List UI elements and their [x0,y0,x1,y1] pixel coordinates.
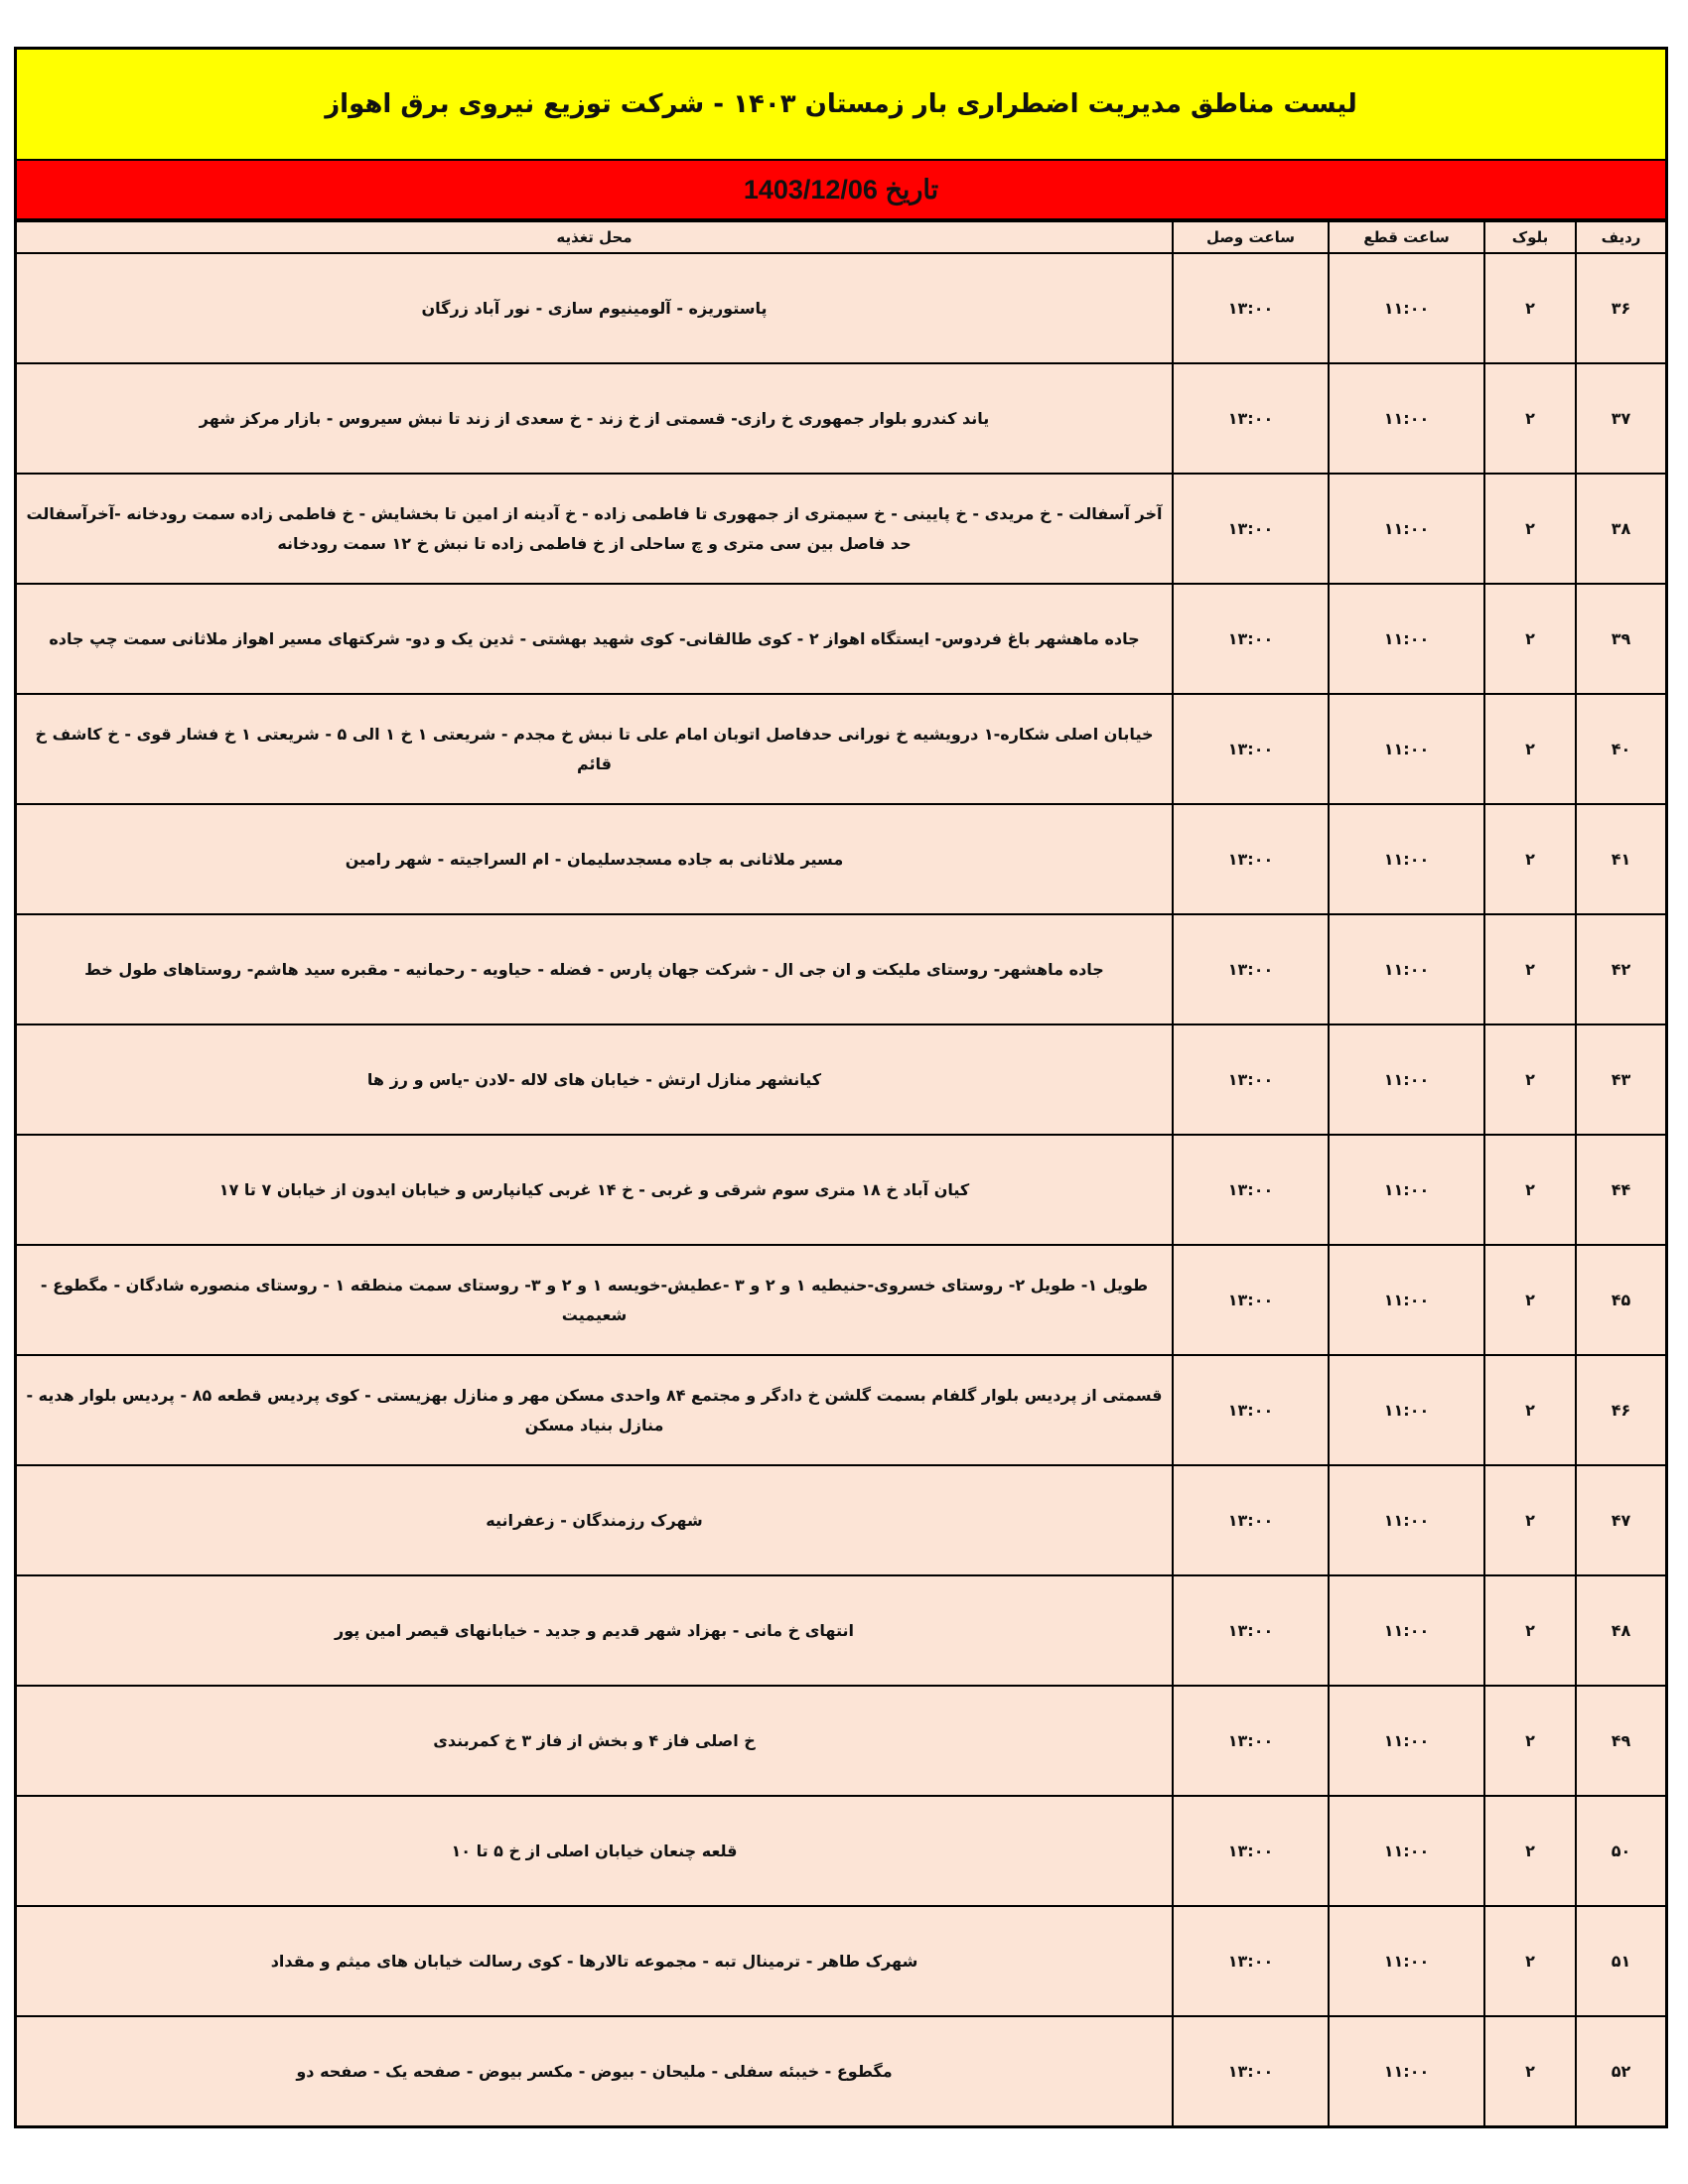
cell-connect-time: ۱۳:۰۰ [1173,1686,1329,1796]
schedule-date: تاریخ 1403/12/06 [743,174,939,205]
table-row [17,1465,1665,1575]
cell-location: جاده ماهشهر- روستای ملیکت و ان جی ال - شرکت جهان پارس - فضله - حیاویه - رحمانیه - مقبره سید هاشم- روستاهای طول خط [17,914,1173,1024]
cell-row-number: ۳۷ [1576,363,1665,474]
cell-row-number: ۴۹ [1576,1686,1665,1796]
title-banner [17,50,1665,161]
table-body [17,253,1665,2125]
cell-location: مسیر ملاثانی به جاده مسجدسلیمان - ام السراجیته - شهر رامین [17,804,1173,914]
table-row [17,584,1665,694]
cell-connect-time: ۱۳:۰۰ [1173,1575,1329,1686]
cell-location: یاند کندرو بلوار جمهوری خ رازی- قسمتی از خ زند - خ سعدی از زند تا نبش سیروس - بازار مرکز شهر [17,363,1173,474]
column-header-connect-time: ساعت وصل [1173,221,1329,253]
cell-row-number: ۴۲ [1576,914,1665,1024]
cell-cut-time: ۱۱:۰۰ [1329,914,1484,1024]
cell-row-number: ۴۵ [1576,1245,1665,1355]
cell-cut-time: ۱۱:۰۰ [1329,1796,1484,1906]
cell-block: ۲ [1484,253,1576,363]
cell-cut-time: ۱۱:۰۰ [1329,1686,1484,1796]
cell-row-number: ۴۳ [1576,1024,1665,1135]
cell-block: ۲ [1484,1135,1576,1245]
cell-connect-time: ۱۳:۰۰ [1173,1355,1329,1465]
cell-cut-time: ۱۱:۰۰ [1329,474,1484,584]
cell-block: ۲ [1484,2016,1576,2125]
cell-connect-time: ۱۳:۰۰ [1173,1465,1329,1575]
cell-cut-time: ۱۱:۰۰ [1329,2016,1484,2125]
table-row [17,1024,1665,1135]
cell-cut-time: ۱۱:۰۰ [1329,1355,1484,1465]
cell-connect-time: ۱۳:۰۰ [1173,914,1329,1024]
cell-connect-time: ۱۳:۰۰ [1173,253,1329,363]
table-row [17,914,1665,1024]
cell-block: ۲ [1484,1355,1576,1465]
cell-connect-time: ۱۳:۰۰ [1173,1796,1329,1906]
cell-cut-time: ۱۱:۰۰ [1329,363,1484,474]
cell-block: ۲ [1484,914,1576,1024]
column-header-row-number: ردیف [1576,221,1665,253]
cell-connect-time: ۱۳:۰۰ [1173,1906,1329,2016]
cell-block: ۲ [1484,1465,1576,1575]
cell-row-number: ۴۴ [1576,1135,1665,1245]
cell-location: قسمتی از پردیس بلوار گلفام بسمت گلشن خ دادگر و مجتمع ۸۴ واحدی مسکن مهر و منازل بهزیستی - کوی پردیس قطعه ۸۵ - پردیس بلوار هدیه - منازل بنیاد مسکن [17,1355,1173,1465]
cell-location: کیان آباد خ ۱۸ متری سوم شرقی و غربی - خ ۱۴ غربی کیانپارس و خیابان ایدون از خیابان ۷ تا ۱۷ [17,1135,1173,1245]
cell-connect-time: ۱۳:۰۰ [1173,2016,1329,2125]
cell-row-number: ۵۱ [1576,1906,1665,2016]
cell-connect-time: ۱۳:۰۰ [1173,474,1329,584]
cell-block: ۲ [1484,1796,1576,1906]
cell-location: کیانشهر منازل ارتش - خیابان های لاله -لادن -یاس و رز ها [17,1024,1173,1135]
table-header-row [17,221,1665,253]
table-row [17,1796,1665,1906]
cell-cut-time: ۱۱:۰۰ [1329,1575,1484,1686]
cell-connect-time: ۱۳:۰۰ [1173,1135,1329,1245]
table-row [17,1355,1665,1465]
date-banner [17,161,1665,220]
cell-row-number: ۴۷ [1576,1465,1665,1575]
cell-block: ۲ [1484,1245,1576,1355]
cell-connect-time: ۱۳:۰۰ [1173,584,1329,694]
column-header-cut-time: ساعت قطع [1329,221,1484,253]
cell-location: طویل ۱- طویل ۲- روستای خسروی-حنیطیه ۱ و ۲ و ۳ -عطیش-خویسه ۱ و ۲ و ۳- روستای سمت منطقه ۱ - روستای منصوره شادگان - مگطوع - شعیمیت [17,1245,1173,1355]
cell-cut-time: ۱۱:۰۰ [1329,1135,1484,1245]
cell-location: انتهای خ مانی - بهزاد شهر قدیم و جدید - خیابانهای قیصر امین پور [17,1575,1173,1686]
page-title: لیست مناطق مدیریت اضطراری بار زمستان ۱۴۰۳ - شرکت توزیع نیروی برق اهواز [325,89,1357,119]
table-row [17,1135,1665,1245]
column-header-block: بلوک [1484,221,1576,253]
table-row [17,804,1665,914]
cell-location: شهرک طاهر - ترمینال تبه - مجموعه تالارها - کوی رسالت خیابان های میثم و مقداد [17,1906,1173,2016]
cell-block: ۲ [1484,694,1576,804]
cell-block: ۲ [1484,1024,1576,1135]
cell-row-number: ۴۸ [1576,1575,1665,1686]
outage-table [17,220,1665,2125]
cell-connect-time: ۱۳:۰۰ [1173,694,1329,804]
cell-block: ۲ [1484,1575,1576,1686]
cell-location: شهرک رزمندگان - زعفرانیه [17,1465,1173,1575]
cell-location: آخر آسفالت - خ مریدی - خ پایینی - خ سیمتری از جمهوری تا فاطمی زاده - خ آدینه از امین تا بخشایش - خ فاطمی زاده سمت رودخانه -آخرآسفالت حد فاصل بین سی متری و چ ساحلی از خ فاطمی زاده تا نبش خ ۱۲ سمت رودخانه [17,474,1173,584]
cell-block: ۲ [1484,1906,1576,2016]
cell-row-number: ۴۰ [1576,694,1665,804]
cell-block: ۲ [1484,584,1576,694]
cell-block: ۲ [1484,363,1576,474]
cell-row-number: ۵۲ [1576,2016,1665,2125]
table-row [17,1906,1665,2016]
cell-block: ۲ [1484,1686,1576,1796]
table-row [17,694,1665,804]
cell-location: مگطوع - خیبئه سفلی - ملیحان - بیوض - مکسر بیوض - صفحه یک - صفحه دو [17,2016,1173,2125]
outage-schedule-sheet [14,47,1668,2128]
table-row [17,1686,1665,1796]
cell-cut-time: ۱۱:۰۰ [1329,1245,1484,1355]
cell-row-number: ۴۱ [1576,804,1665,914]
table-row [17,474,1665,584]
table-row [17,363,1665,474]
cell-cut-time: ۱۱:۰۰ [1329,1465,1484,1575]
table-row [17,2016,1665,2125]
cell-cut-time: ۱۱:۰۰ [1329,584,1484,694]
cell-connect-time: ۱۳:۰۰ [1173,804,1329,914]
cell-row-number: ۳۶ [1576,253,1665,363]
table-row [17,253,1665,363]
cell-row-number: ۴۶ [1576,1355,1665,1465]
cell-row-number: ۳۸ [1576,474,1665,584]
column-header-location: محل تغذیه [17,221,1173,253]
cell-location: جاده ماهشهر باغ فردوس- ایستگاه اهواز ۲ - کوی طالقانی- کوی شهید بهشتی - ثدین یک و دو- شرکتهای مسیر اهواز ملاثانی سمت چپ جاده [17,584,1173,694]
cell-row-number: ۳۹ [1576,584,1665,694]
cell-connect-time: ۱۳:۰۰ [1173,1024,1329,1135]
cell-cut-time: ۱۱:۰۰ [1329,804,1484,914]
cell-row-number: ۵۰ [1576,1796,1665,1906]
cell-location: پاستوریزه - آلومینیوم سازی - نور آباد زرگان [17,253,1173,363]
cell-block: ۲ [1484,804,1576,914]
cell-block: ۲ [1484,474,1576,584]
cell-location: خ اصلی فاز ۴ و بخش از فاز ۳ خ کمربندی [17,1686,1173,1796]
cell-cut-time: ۱۱:۰۰ [1329,694,1484,804]
table-row [17,1245,1665,1355]
cell-cut-time: ۱۱:۰۰ [1329,253,1484,363]
cell-cut-time: ۱۱:۰۰ [1329,1024,1484,1135]
cell-connect-time: ۱۳:۰۰ [1173,1245,1329,1355]
cell-cut-time: ۱۱:۰۰ [1329,1906,1484,2016]
cell-connect-time: ۱۳:۰۰ [1173,363,1329,474]
cell-location: خیابان اصلی شکاره-۱ درویشیه خ نورانی حدفاصل اتوبان امام علی تا نبش خ مجدم - شریعتی ۱ خ ۱ الی ۵ - شریعتی ۱ خ فشار قوی - خ کاشف خ قائم [17,694,1173,804]
cell-location: قلعه چنعان خیابان اصلی از خ ۵ تا ۱۰ [17,1796,1173,1906]
table-row [17,1575,1665,1686]
